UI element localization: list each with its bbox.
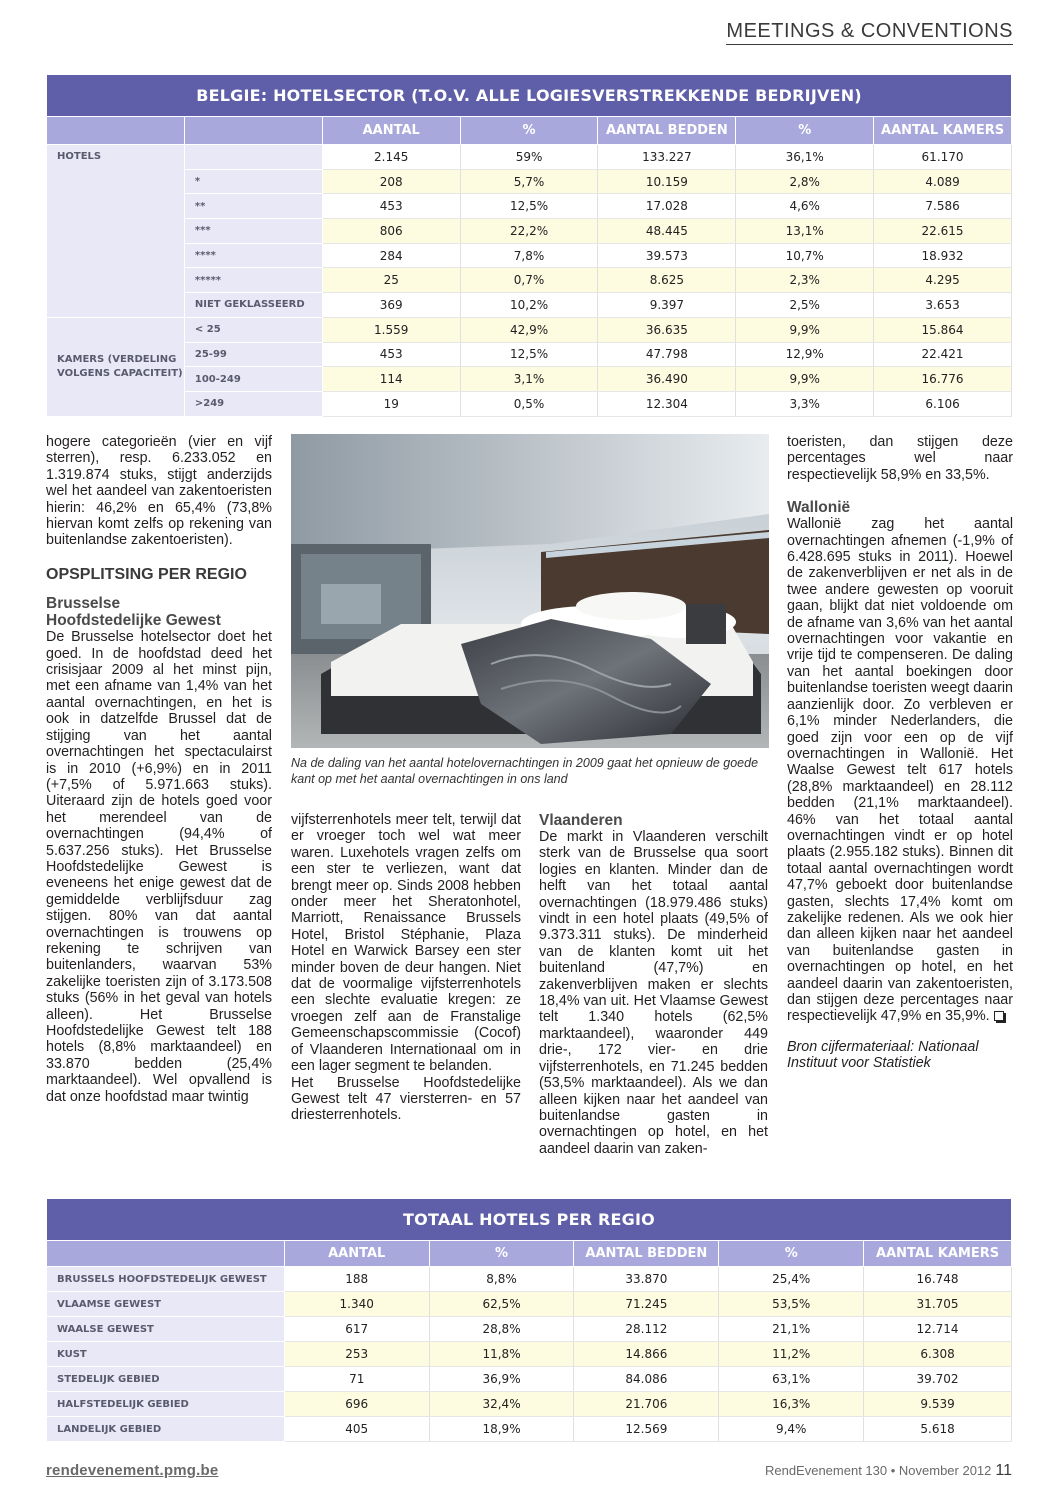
table-cell: 696 bbox=[284, 1392, 429, 1417]
photo-caption: Na de daling van het aantal hotelovernachtingen in 2009 gaat het opnieuw de goede kant op met het aantal overnachtingen in ons land bbox=[291, 756, 759, 786]
page-number: 11 bbox=[995, 1462, 1012, 1479]
header-empty bbox=[184, 117, 322, 145]
website-link[interactable]: rendevenement.pmg.be bbox=[46, 1462, 219, 1479]
row-sublabel: *** bbox=[184, 219, 322, 244]
table-cell: 3,3% bbox=[736, 391, 874, 416]
table-cell: 62,5% bbox=[429, 1292, 574, 1317]
source-note: Bron cijfermateriaal: Nationaal Instituut voor Statistiek bbox=[787, 1038, 979, 1072]
row-sublabel: * bbox=[184, 169, 322, 194]
table-cell: 4.089 bbox=[874, 169, 1012, 194]
table-cell: 5,7% bbox=[460, 169, 598, 194]
table-cell: 71.245 bbox=[574, 1292, 719, 1317]
table-cell: 369 bbox=[322, 293, 460, 318]
col-header: AANTAL BEDDEN bbox=[574, 1241, 719, 1267]
table-cell: 12.714 bbox=[864, 1317, 1012, 1342]
table-cell: 12.569 bbox=[574, 1417, 719, 1442]
table-cell: 13,1% bbox=[736, 219, 874, 244]
table-cell: 12,5% bbox=[460, 342, 598, 367]
table-cell: 6.308 bbox=[864, 1342, 1012, 1367]
row-sublabel: 100-249 bbox=[184, 367, 322, 392]
table-cell: 806 bbox=[322, 219, 460, 244]
table-cell: 2.145 bbox=[322, 145, 460, 170]
table-row bbox=[47, 1392, 1012, 1417]
section-header: MEETINGS & CONVENTIONS bbox=[726, 20, 1013, 45]
row-label: HALFSTEDELIJK GEBIED bbox=[47, 1392, 285, 1417]
table-cell: 5.618 bbox=[864, 1417, 1012, 1442]
paragraph: hogere categorieën (vier en vijf sterren), resp. 6.233.052 en 1.319.874 stuks, stijgt anderzijds wel het aandeel van zakentoeristen hierin: 46,2% en 65,4% (73,8% hiervan komt zelfs op rekening van buitenlandse zakentoeristen). bbox=[46, 434, 272, 549]
row-sublabel: < 25 bbox=[184, 317, 322, 342]
table-cell: 22.421 bbox=[874, 342, 1012, 367]
row-sublabel: 25-99 bbox=[184, 342, 322, 367]
table-cell: 0,7% bbox=[460, 268, 598, 293]
row-sublabel: ***** bbox=[184, 268, 322, 293]
col-header: AANTAL bbox=[322, 117, 460, 145]
table-cell: 9,9% bbox=[736, 317, 874, 342]
table-cell: 22.615 bbox=[874, 219, 1012, 244]
table-cell: 284 bbox=[322, 243, 460, 268]
table-cell: 16.748 bbox=[864, 1267, 1012, 1292]
col-header: % bbox=[719, 1241, 864, 1267]
table-cell: 48.445 bbox=[598, 219, 736, 244]
table-cell: 8,8% bbox=[429, 1267, 574, 1292]
paragraph bbox=[787, 516, 1013, 1025]
table-row bbox=[47, 145, 1012, 170]
table-cell: 0,5% bbox=[460, 391, 598, 416]
table-cell: 39.702 bbox=[864, 1367, 1012, 1392]
table-cell: 36.635 bbox=[598, 317, 736, 342]
table-cell: 71 bbox=[284, 1367, 429, 1392]
bedroom-image bbox=[291, 434, 769, 748]
table-cell: 6.106 bbox=[874, 391, 1012, 416]
table-row bbox=[47, 169, 1012, 194]
text-column-4 bbox=[787, 434, 1013, 1072]
issue-text: RendEvenement 130 • November 2012 bbox=[764, 1463, 992, 1478]
table-cell: 42,9% bbox=[460, 317, 598, 342]
paragraph: Het Brusselse Hoofdstedelijke Gewest telt 47 viersterren- en 57 driesterrenhotels. bbox=[291, 1074, 521, 1124]
col-header: AANTAL bbox=[284, 1241, 429, 1267]
row-label: BRUSSELS HOOFDSTEDELIJK GEWEST bbox=[47, 1267, 285, 1292]
table-cell: 19 bbox=[322, 391, 460, 416]
table-cell: 617 bbox=[284, 1317, 429, 1342]
table-row bbox=[47, 367, 1012, 392]
group-label: KAMERS (VERDELING VOLGENS CAPACITEIT) bbox=[47, 317, 185, 416]
table-cell: 31.705 bbox=[864, 1292, 1012, 1317]
table-cell: 15.864 bbox=[874, 317, 1012, 342]
table-cell: 11,8% bbox=[429, 1342, 574, 1367]
col-header: AANTAL BEDDEN bbox=[598, 117, 736, 145]
table-row bbox=[47, 1417, 1012, 1442]
table-row bbox=[47, 293, 1012, 318]
table-title: BELGIE: HOTELSECTOR (T.O.V. ALLE LOGIESVERSTREKKENDE BEDRIJVEN) bbox=[47, 75, 1012, 117]
group-label: HOTELS bbox=[47, 145, 185, 318]
table-row bbox=[47, 219, 1012, 244]
table-row bbox=[47, 243, 1012, 268]
table-cell: 14.866 bbox=[574, 1342, 719, 1367]
table-cell: 405 bbox=[284, 1417, 429, 1442]
table-row bbox=[47, 1367, 1012, 1392]
table-cell: 188 bbox=[284, 1267, 429, 1292]
table-cell: 3.653 bbox=[874, 293, 1012, 318]
table-cell: 12,9% bbox=[736, 342, 874, 367]
table-cell: 18.932 bbox=[874, 243, 1012, 268]
table-cell: 9.539 bbox=[864, 1392, 1012, 1417]
table-cell: 21.706 bbox=[574, 1392, 719, 1417]
table-cell: 4.295 bbox=[874, 268, 1012, 293]
table-cell: 3,1% bbox=[460, 367, 598, 392]
text-column-1 bbox=[46, 434, 272, 1105]
table-cell: 114 bbox=[322, 367, 460, 392]
table-cell: 208 bbox=[322, 169, 460, 194]
table-cell: 453 bbox=[322, 194, 460, 219]
subheading: Wallonië bbox=[787, 499, 851, 517]
table-cell: 36,9% bbox=[429, 1367, 574, 1392]
table-cell: 11,2% bbox=[719, 1342, 864, 1367]
table-cell: 2,3% bbox=[736, 268, 874, 293]
table-row bbox=[47, 1317, 1012, 1342]
table-cell: 453 bbox=[322, 342, 460, 367]
table-cell: 10.159 bbox=[598, 169, 736, 194]
table-cell: 28.112 bbox=[574, 1317, 719, 1342]
table-cell: 8.625 bbox=[598, 268, 736, 293]
table-cell: 25,4% bbox=[719, 1267, 864, 1292]
table-cell: 47.798 bbox=[598, 342, 736, 367]
paragraph: toeristen, dan stijgen deze percentages wel naar respectievelijk 58,9% en 33,5%. bbox=[787, 434, 1013, 483]
table-cell: 1.340 bbox=[284, 1292, 429, 1317]
hotelsector-table bbox=[46, 74, 1012, 417]
table-cell: 36,1% bbox=[736, 145, 874, 170]
section-heading: OPSPLITSING PER REGIO bbox=[46, 565, 247, 583]
row-sublabel: >249 bbox=[184, 391, 322, 416]
table-cell: 22,2% bbox=[460, 219, 598, 244]
row-sublabel: **** bbox=[184, 243, 322, 268]
header-empty bbox=[47, 117, 185, 145]
table-cell: 9,4% bbox=[719, 1417, 864, 1442]
table-cell: 2,8% bbox=[736, 169, 874, 194]
row-label: KUST bbox=[47, 1342, 285, 1367]
paragraph-text: Wallonië zag het aantal overnachtingen afnemen (-1,9% of 6.428.695 stuks in 2011). Hoewel de zakenverblijven er net als in de twee andere gewesten op vooruit gaan, blijkt dat niet voldoende om de afname van 3,6% van het aantal overnachtingen voor vakantie en vrije tijd te compenseren. De daling van het aantal boekingen door buitenlandse toeristen weegt daarin aanzienlijk door. Zo verbleven er 6,1% minder Nederlanders, die goed zijn voor een op de vijf overnachtingen in Wallonië. Het Waalse Gewest telt 617 hotels (28,8% marktaandeel) en 28.112 bedden (21,1% marktaandeel). 46% van het totaal aantal overnachtingen vindt er op hotel plaats (2.955.182 stuks). Binnen dit totaal aantal overnachtingen wordt 47,7% geboekt door buitenlandse gasten, slechts 17,4% komt om zakelijke redenen. Als we ook hier dan alleen kijken naar het aandeel van buitenlandse gasten in overnachtingen op hotel, en het aandeel daarin van zakentoeristen, dan stijgen deze percentages naar respectievelijk 47,9% en 35,9%. bbox=[787, 516, 1013, 1025]
table-row bbox=[47, 317, 1012, 342]
table-cell: 10,2% bbox=[460, 293, 598, 318]
table-cell: 36.490 bbox=[598, 367, 736, 392]
text-column-3 bbox=[539, 812, 768, 1157]
col-header: AANTAL KAMERS bbox=[874, 117, 1012, 145]
col-header: % bbox=[429, 1241, 574, 1267]
subheading: Brusselse Hoofdstedelijke Gewest bbox=[46, 595, 221, 630]
table-cell: 2,5% bbox=[736, 293, 874, 318]
table-row bbox=[47, 1267, 1012, 1292]
hotel-room-photo bbox=[291, 434, 769, 748]
table-cell: 33.870 bbox=[574, 1267, 719, 1292]
table-cell: 17.028 bbox=[598, 194, 736, 219]
table-cell: 1.559 bbox=[322, 317, 460, 342]
table-row bbox=[47, 1342, 1012, 1367]
table-cell: 84.086 bbox=[574, 1367, 719, 1392]
table-cell: 59% bbox=[460, 145, 598, 170]
row-label: LANDELIJK GEBIED bbox=[47, 1417, 285, 1442]
table-cell: 9.397 bbox=[598, 293, 736, 318]
row-sublabel: ** bbox=[184, 194, 322, 219]
table-cell: 4,6% bbox=[736, 194, 874, 219]
table-cell: 9,9% bbox=[736, 367, 874, 392]
row-label: WAALSE GEWEST bbox=[47, 1317, 285, 1342]
table-cell: 7.586 bbox=[874, 194, 1012, 219]
subheading: Vlaanderen bbox=[539, 812, 623, 829]
header-empty bbox=[47, 1241, 285, 1267]
table-cell: 16.776 bbox=[874, 367, 1012, 392]
table-cell: 10,7% bbox=[736, 243, 874, 268]
table-row bbox=[47, 268, 1012, 293]
end-mark-icon bbox=[994, 1011, 1004, 1021]
table-cell: 12.304 bbox=[598, 391, 736, 416]
table-cell: 18,9% bbox=[429, 1417, 574, 1442]
table-cell: 25 bbox=[322, 268, 460, 293]
paragraph: De Brusselse hotelsector doet het goed. In de hoofdstad deed het crisisjaar 2009 al het minst pijn, met een afname van 1,4% van het aantal overnachtingen, en het is ook in datzelfde Brussel dat de stijging van het aantal overnachtingen het spectaculairst is in 2010 (+6,9%) en in 2011 (+7,5% of 5.971.663 stuks). Uiteraard zijn de hotels goed voor het merendeel van de overnachtingen (94,4% of 5.637.256 stuks). Het Brusselse Hoofdstedelijke Gewest is eveneens het enige gewest dat de gemiddelde verblijfsduur zag stijgen. 80% van dat aantal overnachtingen is trouwens op rekening te schrijven van buitenlanders, waarvan 53% zakelijke toeristen zijn of 3.173.508 stuks (56% in het geval van hotels alleen). Het Brusselse Hoofdstedelijke Gewest telt 188 hotels (8,8% marktaandeel) en 33.870 bedden (25,4% marktaandeel). Wel opvallend is dat onze hoofdstad maar twintig bbox=[46, 629, 272, 1105]
col-header: AANTAL KAMERS bbox=[864, 1241, 1012, 1267]
table-cell: 63,1% bbox=[719, 1367, 864, 1392]
text-column-2 bbox=[291, 812, 521, 1124]
table-cell: 253 bbox=[284, 1342, 429, 1367]
table-cell: 61.170 bbox=[874, 145, 1012, 170]
table-cell: 53,5% bbox=[719, 1292, 864, 1317]
table-cell: 32,4% bbox=[429, 1392, 574, 1417]
table-cell: 12,5% bbox=[460, 194, 598, 219]
table-title: TOTAAL HOTELS PER REGIO bbox=[47, 1199, 1012, 1241]
table-row bbox=[47, 1292, 1012, 1317]
col-header: % bbox=[736, 117, 874, 145]
footer-issue bbox=[765, 1462, 1012, 1480]
col-header: % bbox=[460, 117, 598, 145]
table-cell: 133.227 bbox=[598, 145, 736, 170]
row-sublabel bbox=[184, 145, 322, 170]
table-row bbox=[47, 342, 1012, 367]
paragraph: De markt in Vlaanderen verschilt sterk van de Brusselse qua soort logies en klanten. Minder dan de helft van het totaal aantal overnachtingen (18.979.486 stuks) vindt in een hotel plaats (49,5% of 9.373.311 stuks). De minderheid van de klanten komt uit het buitenland (47,7%) en zakenverblijven maken er slechts 18,4% van uit. Het Vlaamse Gewest telt 1.340 hotels (62,5% marktaandeel), waaronder 449 drie-, 172 vier- en drie vijfsterrenhotels, en 71.245 bedden (53,5% marktaandeel). Als we dan alleen kijken naar het aandeel van buitenlandse gasten in overnachtingen op hotel, en het aandeel daarin van zaken- bbox=[539, 829, 768, 1157]
regions-table bbox=[46, 1198, 1012, 1442]
table-cell: 21,1% bbox=[719, 1317, 864, 1342]
row-sublabel: NIET GEKLASSEERD bbox=[184, 293, 322, 318]
table-row bbox=[47, 194, 1012, 219]
table-cell: 28,8% bbox=[429, 1317, 574, 1342]
row-label: STEDELIJK GEBIED bbox=[47, 1367, 285, 1392]
row-label: VLAAMSE GEWEST bbox=[47, 1292, 285, 1317]
table-cell: 16,3% bbox=[719, 1392, 864, 1417]
table-cell: 39.573 bbox=[598, 243, 736, 268]
table-cell: 7,8% bbox=[460, 243, 598, 268]
paragraph: vijfsterrenhotels meer telt, terwijl dat er vroeger toch wel wat meer waren. Luxehotels vragen zelfs om een ster te verliezen, want dat brengt meer op. Sinds 2008 hebben onder meer het Sheratonhotel, Marriott, Renaissance Brussels Hotel, Bristol Stéphanie, Plaza Hotel en Warwick Barsey een ster minder boven de deur hangen. Niet dat de voormalige vijfsterrenhotels een slechte evaluatie kregen: ze vroegen zelf aan de Franstalige Gemeenschapscommissie (Cocof) of Vlaanderen Internationaal om in een lager segment te belanden. bbox=[291, 812, 521, 1075]
table-row bbox=[47, 391, 1012, 416]
